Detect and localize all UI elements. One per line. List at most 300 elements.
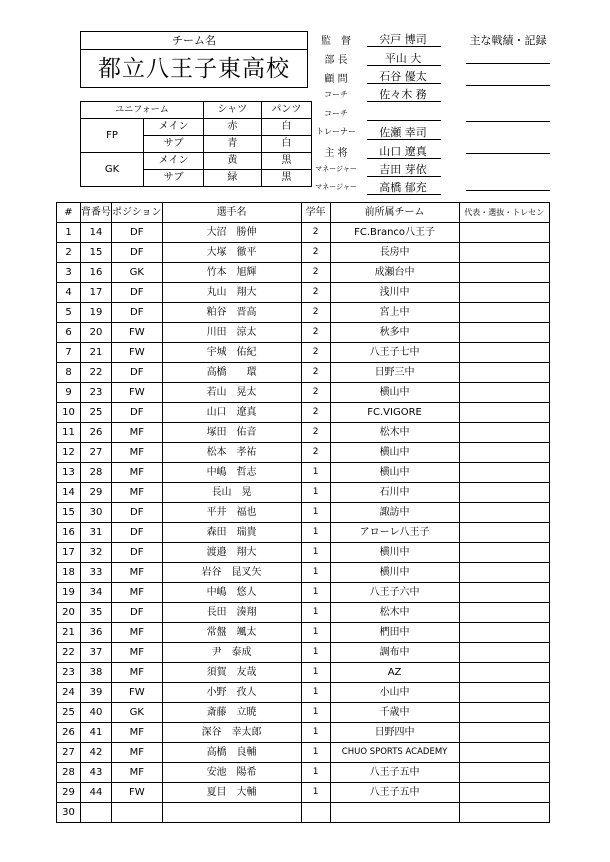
player-no: 25 (57, 703, 81, 723)
staff-underline (367, 158, 441, 159)
player-position: GK (112, 263, 163, 283)
uniform-header-label: ユニフォーム (81, 102, 204, 119)
player-name: 松本 孝祐 (162, 443, 301, 463)
player-selection (459, 263, 549, 283)
table-row (57, 443, 550, 463)
player-selection (459, 303, 549, 323)
player-selection (459, 623, 549, 643)
staff-name: 佐瀬 幸司 (379, 126, 427, 139)
header-number: 背番号 (81, 203, 112, 223)
player-number: 27 (81, 443, 112, 463)
roster-header-row (57, 203, 550, 223)
uniform-header-row (81, 102, 312, 119)
player-prev-team: 椚田中 (330, 623, 459, 643)
player-name: 小野 孜人 (162, 683, 301, 703)
player-grade: 2 (301, 403, 330, 423)
player-number: 22 (81, 363, 112, 383)
staff-name: 宍戸 博司 (379, 33, 427, 46)
table-row (57, 703, 550, 723)
player-number: 39 (81, 683, 112, 703)
player-prev-team: 松木中 (330, 423, 459, 443)
player-selection (459, 703, 549, 723)
player-no: 26 (57, 723, 81, 743)
player-position: MF (112, 483, 163, 503)
player-prev-team: 八王子五中 (330, 763, 459, 783)
player-position: MF (112, 443, 163, 463)
player-position: MF (112, 643, 163, 663)
player-prev-team: 成瀬台中 (330, 263, 459, 283)
player-number: 32 (81, 543, 112, 563)
uniform-type: メイン (144, 153, 204, 170)
player-grade: 2 (301, 383, 330, 403)
player-no: 20 (57, 603, 81, 623)
player-grade: 2 (301, 303, 330, 323)
player-selection (459, 583, 549, 603)
player-number: 37 (81, 643, 112, 663)
player-name: 長山 晃 (162, 483, 301, 503)
player-number: 26 (81, 423, 112, 443)
player-position: MF (112, 583, 163, 603)
player-name: 宇城 佑紀 (162, 343, 301, 363)
player-number: 29 (81, 483, 112, 503)
player-selection (459, 563, 549, 583)
player-name: 平井 福也 (162, 503, 301, 523)
table-row (57, 343, 550, 363)
player-selection (459, 663, 549, 683)
staff-underline (367, 120, 441, 121)
player-grade: 2 (301, 263, 330, 283)
table-row (57, 743, 550, 763)
player-prev-team: 石川中 (330, 483, 459, 503)
player-name: 常盤 颯太 (162, 623, 301, 643)
player-no: 2 (57, 243, 81, 263)
player-grade: 1 (301, 743, 330, 763)
player-prev-team: 横川中 (330, 563, 459, 583)
staff-underline (367, 83, 441, 84)
staff-name: 山口 遼真 (379, 145, 427, 158)
player-number: 33 (81, 563, 112, 583)
player-position: MF (112, 663, 163, 683)
uniform-gk-label: GK (81, 153, 144, 187)
player-grade: 2 (301, 363, 330, 383)
staff-role: 部 長 (324, 55, 348, 66)
team-name: 都立八王子東高校 (98, 56, 290, 82)
table-row (57, 603, 550, 623)
staff-name: 佐々木 務 (379, 88, 427, 101)
player-no: 16 (57, 523, 81, 543)
records-line (466, 153, 550, 154)
uniform-type: メイン (144, 119, 204, 136)
player-number: 15 (81, 243, 112, 263)
player-prev-team: 調布中 (330, 643, 459, 663)
table-row (57, 303, 550, 323)
player-name: 深谷 幸太郎 (162, 723, 301, 743)
player-name: 大沼 勝伸 (162, 223, 301, 243)
player-no: 11 (57, 423, 81, 443)
player-position: DF (112, 283, 163, 303)
staff-role: コーチ (324, 90, 348, 99)
table-row (57, 583, 550, 603)
uniform-pants-color: 黒 (261, 153, 311, 170)
uniform-type: サブ (144, 170, 204, 187)
header-no: # (57, 203, 81, 223)
uniform-pants-color: 白 (261, 119, 311, 136)
player-grade: 1 (301, 783, 330, 803)
player-no: 13 (57, 463, 81, 483)
records-title: 主な戦績・記録 (469, 34, 547, 47)
player-position: FW (112, 343, 163, 363)
table-row (57, 723, 550, 743)
player-selection (459, 363, 549, 383)
player-name: 尹 泰成 (162, 643, 301, 663)
player-prev-team: 宮上中 (330, 303, 459, 323)
player-grade: 2 (301, 443, 330, 463)
player-name: 若山 晃太 (162, 383, 301, 403)
player-grade: 2 (301, 423, 330, 443)
player-position: MF (112, 763, 163, 783)
player-selection (459, 243, 549, 263)
player-selection (459, 463, 549, 483)
player-prev-team: 横山中 (330, 383, 459, 403)
player-name: 安池 陽希 (162, 763, 301, 783)
player-position: MF (112, 623, 163, 643)
player-number: 36 (81, 623, 112, 643)
player-prev-team: FC.VIGORE (330, 403, 459, 423)
player-selection (459, 523, 549, 543)
player-no: 12 (57, 443, 81, 463)
player-prev-team: CHUO SPORTS ACADEMY (330, 743, 459, 763)
player-number: 34 (81, 583, 112, 603)
uniform-fp-label: FP (81, 119, 144, 153)
player-number: 20 (81, 323, 112, 343)
player-name: 長田 湊翔 (162, 603, 301, 623)
player-grade: 1 (301, 663, 330, 683)
player-number (81, 803, 112, 823)
staff-name: 高橋 郁充 (379, 181, 427, 194)
player-prev-team: 日野三中 (330, 363, 459, 383)
table-row (57, 223, 550, 243)
player-name: 竹本 旭輝 (162, 263, 301, 283)
records-line (466, 63, 550, 64)
player-number: 16 (81, 263, 112, 283)
player-position: MF (112, 463, 163, 483)
staff-role: マネージャー (315, 165, 357, 173)
player-selection (459, 383, 549, 403)
staff-underline (367, 46, 441, 47)
player-prev-team (330, 803, 459, 823)
staff-underline (367, 101, 441, 102)
player-grade: 2 (301, 343, 330, 363)
table-row (57, 423, 550, 443)
player-prev-team: 千歳中 (330, 703, 459, 723)
table-row (57, 383, 550, 403)
staff-name: 平山 大 (384, 52, 422, 65)
player-number: 44 (81, 783, 112, 803)
player-no: 1 (57, 223, 81, 243)
uniform-type: サブ (144, 136, 204, 153)
player-position: FW (112, 383, 163, 403)
player-position: DF (112, 363, 163, 383)
player-position: FW (112, 783, 163, 803)
player-prev-team: 秋多中 (330, 323, 459, 343)
player-prev-team: 日野四中 (330, 723, 459, 743)
player-name: 丸山 翔大 (162, 283, 301, 303)
player-grade: 1 (301, 543, 330, 563)
player-prev-team: 横川中 (330, 543, 459, 563)
player-no: 24 (57, 683, 81, 703)
player-position: DF (112, 503, 163, 523)
player-name: 渡邉 翔大 (162, 543, 301, 563)
player-number: 21 (81, 343, 112, 363)
header-position: ポジション (112, 203, 163, 223)
player-prev-team: 八王子五中 (330, 783, 459, 803)
table-row (57, 363, 550, 383)
player-number: 35 (81, 603, 112, 623)
player-number: 25 (81, 403, 112, 423)
table-row (57, 463, 550, 483)
player-grade: 1 (301, 523, 330, 543)
player-name: 高橋 環 (162, 363, 301, 383)
player-grade: 1 (301, 563, 330, 583)
player-name: 大塚 徹平 (162, 243, 301, 263)
table-row (57, 403, 550, 423)
player-grade: 1 (301, 723, 330, 743)
player-number: 23 (81, 383, 112, 403)
uniform-header-shirt: シャツ (204, 102, 262, 119)
table-row (57, 503, 550, 523)
player-prev-team: 長房中 (330, 243, 459, 263)
table-row (57, 543, 550, 563)
player-no: 18 (57, 563, 81, 583)
player-no: 14 (57, 483, 81, 503)
player-prev-team: 横山中 (330, 463, 459, 483)
uniform-shirt-color: 黄 (204, 153, 262, 170)
player-prev-team: AZ (330, 663, 459, 683)
player-selection (459, 543, 549, 563)
player-number: 19 (81, 303, 112, 323)
table-row (57, 643, 550, 663)
team-name-caption: チーム名 (81, 32, 307, 50)
table-row (57, 623, 550, 643)
player-selection (459, 223, 549, 243)
table-row (57, 283, 550, 303)
player-prev-team: 八王子七中 (330, 343, 459, 363)
player-selection (459, 283, 549, 303)
uniform-row-gk-main (81, 153, 312, 170)
player-grade: 1 (301, 643, 330, 663)
table-row (57, 323, 550, 343)
player-grade: 1 (301, 763, 330, 783)
player-selection (459, 783, 549, 803)
player-selection (459, 503, 549, 523)
player-no: 10 (57, 403, 81, 423)
records-line (466, 85, 550, 86)
table-row (57, 483, 550, 503)
staff-role: 主 将 (324, 148, 348, 159)
roster-table (56, 202, 550, 823)
player-name: 中嶋 哲志 (162, 463, 301, 483)
player-name: 岩谷 昆叉矢 (162, 563, 301, 583)
player-no: 9 (57, 383, 81, 403)
table-row (57, 763, 550, 783)
uniform-pants-color: 黒 (261, 170, 311, 187)
player-grade: 1 (301, 503, 330, 523)
player-number: 42 (81, 743, 112, 763)
table-row (57, 663, 550, 683)
player-prev-team: アローレ八王子 (330, 523, 459, 543)
player-number: 30 (81, 503, 112, 523)
header-player-name: 選手名 (162, 203, 301, 223)
uniform-shirt-color: 青 (204, 136, 262, 153)
player-selection (459, 403, 549, 423)
player-prev-team: 小山中 (330, 683, 459, 703)
player-selection (459, 723, 549, 743)
player-prev-team: 諏訪中 (330, 503, 459, 523)
player-prev-team: 松木中 (330, 603, 459, 623)
staff-underline (367, 176, 441, 177)
player-name: 高橋 良輔 (162, 743, 301, 763)
player-name: 山口 遼真 (162, 403, 301, 423)
player-no: 7 (57, 343, 81, 363)
player-no: 19 (57, 583, 81, 603)
player-name: 中嶋 悠人 (162, 583, 301, 603)
player-position: FW (112, 323, 163, 343)
player-no: 27 (57, 743, 81, 763)
records-line (466, 190, 550, 191)
player-number: 41 (81, 723, 112, 743)
uniform-row-fp-main (81, 119, 312, 136)
player-position: DF (112, 403, 163, 423)
player-no: 15 (57, 503, 81, 523)
team-name-box (80, 31, 308, 88)
staff-role: 顧 問 (324, 74, 348, 85)
player-selection (459, 683, 549, 703)
player-grade: 1 (301, 483, 330, 503)
player-position: GK (112, 703, 163, 723)
player-prev-team: 八王子六中 (330, 583, 459, 603)
player-prev-team: FC.Branco八王子 (330, 223, 459, 243)
player-position: MF (112, 743, 163, 763)
header-selection: 代表・選抜・トレセン (459, 203, 549, 223)
player-grade: 2 (301, 283, 330, 303)
table-row (57, 803, 550, 823)
player-grade: 1 (301, 583, 330, 603)
staff-name: 石谷 優太 (379, 70, 427, 83)
player-name: 夏目 大輔 (162, 783, 301, 803)
header-grade: 学年 (301, 203, 330, 223)
staff-role: マネージャー (315, 183, 357, 191)
player-name: 須賀 友哉 (162, 663, 301, 683)
player-name: 川田 涼太 (162, 323, 301, 343)
table-row (57, 683, 550, 703)
player-position: MF (112, 723, 163, 743)
player-number: 43 (81, 763, 112, 783)
player-number: 14 (81, 223, 112, 243)
player-grade: 2 (301, 323, 330, 343)
player-no: 5 (57, 303, 81, 323)
player-grade: 1 (301, 623, 330, 643)
uniform-pants-color: 白 (261, 136, 311, 153)
player-number: 28 (81, 463, 112, 483)
uniform-table (80, 101, 312, 187)
player-selection (459, 323, 549, 343)
player-selection (459, 483, 549, 503)
player-no: 29 (57, 783, 81, 803)
player-no: 6 (57, 323, 81, 343)
player-selection (459, 343, 549, 363)
header-prev-team: 前所属チーム (330, 203, 459, 223)
player-no: 3 (57, 263, 81, 283)
staff-underline (367, 194, 441, 195)
player-no: 23 (57, 663, 81, 683)
player-name (162, 803, 301, 823)
uniform-shirt-color: 赤 (204, 119, 262, 136)
player-position: DF (112, 243, 163, 263)
records-line (466, 121, 550, 122)
player-selection (459, 803, 549, 823)
uniform-shirt-color: 緑 (204, 170, 262, 187)
table-row (57, 563, 550, 583)
player-no: 4 (57, 283, 81, 303)
player-number: 40 (81, 703, 112, 723)
uniform-header-pants: パンツ (261, 102, 311, 119)
table-row (57, 263, 550, 283)
player-number: 17 (81, 283, 112, 303)
player-number: 31 (81, 523, 112, 543)
player-name: 森田 瑞貴 (162, 523, 301, 543)
staff-role: トレーナー (316, 127, 356, 136)
staff-role: コーチ (324, 109, 348, 118)
player-no: 30 (57, 803, 81, 823)
player-no: 22 (57, 643, 81, 663)
roster-body (57, 223, 550, 823)
player-position: DF (112, 303, 163, 323)
player-position: MF (112, 563, 163, 583)
table-row (57, 243, 550, 263)
player-grade: 1 (301, 703, 330, 723)
player-position: DF (112, 603, 163, 623)
player-grade (301, 803, 330, 823)
player-position: MF (112, 423, 163, 443)
player-prev-team: 浅川中 (330, 283, 459, 303)
player-name: 塚田 佑音 (162, 423, 301, 443)
player-selection (459, 423, 549, 443)
player-position: FW (112, 683, 163, 703)
staff-underline (367, 139, 441, 140)
player-position (112, 803, 163, 823)
player-grade: 1 (301, 683, 330, 703)
player-grade: 1 (301, 603, 330, 623)
player-grade: 2 (301, 223, 330, 243)
player-name: 斎藤 立暁 (162, 703, 301, 723)
player-position: DF (112, 523, 163, 543)
table-row (57, 523, 550, 543)
player-selection (459, 643, 549, 663)
staff-underline (367, 65, 441, 66)
player-position: DF (112, 223, 163, 243)
player-grade: 2 (301, 243, 330, 263)
player-no: 21 (57, 623, 81, 643)
player-position: DF (112, 543, 163, 563)
player-name: 粕谷 晋高 (162, 303, 301, 323)
player-grade: 1 (301, 463, 330, 483)
player-number: 38 (81, 663, 112, 683)
player-no: 28 (57, 763, 81, 783)
player-selection (459, 443, 549, 463)
player-prev-team: 横山中 (330, 443, 459, 463)
player-selection (459, 743, 549, 763)
staff-name: 吉田 芽依 (379, 163, 427, 176)
